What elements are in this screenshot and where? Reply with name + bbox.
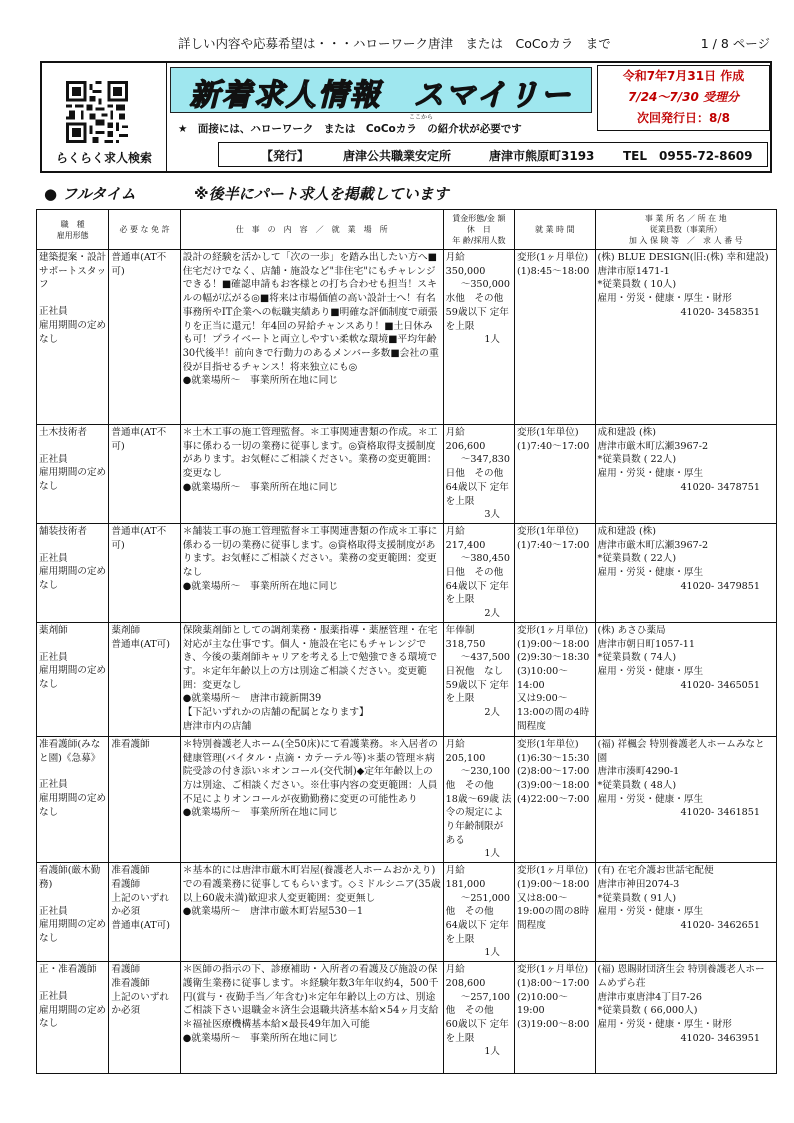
job-number: 41020- 3461851 [680,807,760,819]
holiday-age: 64歳以下 定年を上限 [445,580,509,606]
holiday-age: 日他 その他 [445,468,504,480]
job-title: 建築提案・設計サポートスタッフ [39,252,107,291]
job-title: 准看護師(みなと園)《急募》 [39,738,101,764]
header-job: 職 種 雇用形態 [37,210,109,250]
work-hours: (4)22:00～7:00 [517,793,590,805]
work-hours: (1)7:40～17:00 [517,539,590,551]
header-business: 事 業 所 名 ／ 所 在 地 従業員数（事業所） 加 入 保 険 等 ／ 求 人 番 号 [595,210,776,250]
description-cell [180,523,443,622]
business-info: 唐津市東唐津4丁目7-26 [597,991,702,1003]
publisher-address: 唐津市熊原町3193 [489,149,595,163]
employment-type: 正社員 [39,306,68,318]
employment-type: 正社員 [39,552,68,564]
holiday-age: 他 その他 [445,779,494,791]
job-title-cell [37,523,109,622]
employment-type: 雇用期間の定めなし [39,665,107,690]
job-description: ＊基本的には唐津市厳木町岩屋(養護老人ホームおかえり)での看護業務に従事してもらいます。◇ミドルシニア(35歳以上60歳未満)歓迎求人変更範囲：変更無し [182,865,441,904]
publisher-label: 【発行】 [261,149,310,163]
work-hours: 変形(1ヶ月単位) [517,252,589,263]
qr-area [42,63,167,171]
header-pay: 賃金形態/金 額 休 日 年 齢/採用人数 [443,210,514,250]
employment-type: 雇用期間の定めなし [39,467,107,493]
next-issue-date: 次回発行日：8/8 [636,111,731,125]
work-hours: (2)8:00～17:00 [517,766,590,778]
hire-count: 1人 [484,334,501,346]
job-description: ＊特別養護老人ホーム(全50床)にて看護業務。＊入居者の健康管理(バイタル・点滴・カテーテル等)＊薬の管理＊病院受診の付き添い＊オンコール(交代制)◆定年年齢以上の方は別途、ご相談ください。※仕事内容の変更範囲：人員不足によりオンコールが夜勤勤務に変更の可能性あり [182,738,438,805]
business-info: (株) あさひ薬局 [597,624,666,636]
employment-type: 雇用期間の定めなし [39,919,107,944]
business-info: *従業員数 ( 91人) [597,892,677,904]
hire-count: 2人 [484,707,501,719]
pay-type: 月給 [445,252,465,263]
pay-cell [443,622,514,736]
hire-count: 3人 [484,509,501,521]
job-title-cell [37,250,109,425]
business-info: *従業員数 ( 48人) [597,779,677,791]
hire-count: 1人 [484,1046,501,1058]
section-note: ※後半にパート求人を掲載しています [194,185,449,203]
pay-min: 217,400 [445,539,486,551]
business-info: *従業員数 ( 22人) [597,454,677,466]
job-number: 41020- 3463951 [680,1032,760,1044]
qr-label: らくらく求人検索 [55,151,152,165]
job-description: ●就業場所～ 唐津市厳木町岩屋530－1 [182,906,364,918]
business-cell [595,425,776,524]
work-hours: (2)9:30～18:30 [517,652,590,664]
job-title-cell [37,425,109,524]
holiday-age: 64歳以下 定年を上限 [445,919,509,945]
hours-cell [515,962,596,1074]
license-cell [109,250,180,425]
job-description: ●就業場所～ 事業所所在地に同じ [182,481,339,493]
holiday-age: 18歳～69歳 法令の規定により年齢制限がある [445,793,512,846]
business-info: 雇用・労災・健康・厚生 [597,567,704,579]
header-hours: 就 業 時 間 [515,210,596,250]
description-cell [180,962,443,1074]
required-license: 普通車(AT可) [111,638,171,650]
work-hours: 変形(1ヶ月単位) [517,964,589,976]
business-info: 雇用・労災・健康・厚生 [597,793,704,805]
date-created: 令和7年7月31日 作成 [622,69,745,83]
employment-type: 雇用期間の定めなし [39,319,107,345]
table-row[interactable] [37,523,777,622]
job-number: 41020- 3462651 [680,919,760,931]
job-table [36,209,777,1074]
business-info: 唐津市神田2074-3 [597,878,680,890]
license-cell [109,736,180,862]
description-cell [180,250,443,425]
job-title: 正・准看護師 [39,964,97,976]
pay-max: ～257,100 [460,991,511,1003]
job-number: 41020- 3458351 [680,306,760,318]
work-hours: 変形(1ヶ月単位) [517,624,589,636]
business-cell [595,736,776,862]
business-cell [595,962,776,1074]
hours-cell [515,425,596,524]
employment-type: 正社員 [39,905,68,917]
work-hours: 又は8:00～19:00の間の8時間程度 [517,892,590,931]
date-box [597,65,770,131]
pay-type: 月給 [445,525,465,537]
top-line [0,34,794,52]
required-license: 准看護師 [111,738,150,750]
section-heading [44,183,449,204]
job-title-cell [37,962,109,1074]
business-info: *従業員数 ( 74人) [597,652,677,664]
job-description: 設計の経験を活かして「次の一歩」を踏み出したい方へ■住宅だけでなく、店舗・施設など"非住宅"にもチャレンジできる！■確認申請もお客様との打ち合わせも担当！スキルの幅が広がる◎■将来は市場価値の高い設計士へ！有名事務所やIT企業への転職実績あり■明確な評価制度で頑張りを正当に還元！年4回の昇給チャンスあり！■土日休みも可！プライベートと両立しやすい柔軟な環境■平均年齢30代後半！前向きで行動力のあるメンバー多数■会社の重役が目指せるチャンス！将来独立にも◎ [182,252,439,373]
business-info: *従業員数 ( 22人) [597,553,677,565]
business-cell [595,863,776,962]
pay-min: 181,000 [445,878,486,890]
publisher-phone: TEL 0955-72-8609 [623,149,753,163]
qr-code-icon[interactable] [66,81,128,143]
pay-cell [443,863,514,962]
job-description: ＊医師の指示の下、診療補助・入所者の看護及び施設の保護衛生業務に従事します。＊経験年数3年年収約4，500千円(賞与・夜勤手当／年含む)＊定年年齢以上の方は、別途ご相談下さい退職金＊済生会退職共済基本給×54ヶ月支給＊福祉医療機構基本給×最長49年加入可能 [182,964,439,1030]
work-hours: (1)9:00～18:00 [517,878,590,890]
job-description: 唐津市内の店舗 [182,720,252,732]
hours-cell [515,863,596,962]
employment-type: 雇用期間の定めなし [39,1004,107,1030]
business-info: 唐津市朝日町1057-11 [597,638,695,650]
business-info: (福) 祥楓会 特別養護老人ホームみなと園 [597,738,765,764]
pay-cell [443,425,514,524]
pay-type: 月給 [445,964,465,976]
pay-min: 206,600 [445,440,486,452]
required-license: 普通車(AT不可) [111,252,167,277]
required-license: 上記のいずれか必須 [111,991,169,1017]
job-description: ＊舗装工事の施工管理監督＊工事関連書類の作成＊工事に係わる一切の業務に従事します。◎資格取得支援制度があります。お気軽にご相談ください。業務の変更範囲：変更なし [182,525,438,579]
holiday-age: 64歳以下 定年を上限 [445,481,509,507]
hours-cell [515,736,596,862]
description-cell [180,736,443,862]
employment-type: 雇用期間の定めなし [39,792,107,818]
business-cell [595,250,776,425]
acceptance-period: 7/24～7/30 受理分 [627,90,740,104]
job-title: 舗装技術者 [39,525,87,537]
job-title: 薬剤師 [39,624,68,636]
interview-notice: ★ 面接には、ハローワーク または CoCoカラ の紹介状が必要です [178,123,522,135]
pay-type: 月給 [445,427,465,438]
license-cell [109,863,180,962]
hire-count: 1人 [484,947,501,959]
business-cell [595,523,776,622]
required-license: 普通車(AT可) [111,919,171,931]
pay-min: 205,100 [445,752,486,764]
table-row[interactable] [37,962,777,1074]
header-license: 必 要 な 免 許 [109,210,180,250]
table-row[interactable] [37,736,777,862]
business-info: (福) 恩賜財団済生会 特別養護老人ホームめずら荘 [597,964,765,989]
work-hours: 又は9:00～13:00の間の4時間程度 [517,693,590,732]
pay-max: ～230,100 [460,766,511,778]
hire-count: 1人 [484,848,501,860]
newsletter-title: 新着求人情報 スマイリー [189,78,573,113]
job-description: ●就業場所～ 事業所所在地に同じ [182,807,339,819]
pay-min: 350,000 [445,265,486,277]
table-row[interactable] [37,425,777,524]
holiday-age: 日他 その他 [445,567,504,579]
pay-max: ～437,500 [460,652,511,664]
pay-max: ～251,000 [460,892,511,904]
job-title-cell [37,736,109,862]
job-description: ＊土木工事の施工管理監督。＊工事関連書類の作成。＊工事に係わる一切の業務に従事します。◎資格取得支援制度があります。お気軽にご相談ください。業務の変更範囲：変更なし [182,427,438,480]
job-title-cell [37,863,109,962]
job-description: 【下記いずれかの店舗の配属となります】 [182,707,369,719]
business-info: 雇用・労災・健康・厚生 [597,906,704,918]
work-hours: 変形(1年単位) [517,525,579,537]
job-description: ●就業場所～ 事業所所在地に同じ [182,580,339,592]
table-row[interactable] [37,622,777,736]
pay-type: 月給 [445,865,465,877]
pay-type: 年俸制 [445,624,475,636]
header-description: 仕 事 の 内 容 ／ 就 業 場 所 [180,210,443,250]
pay-max: ～347,830 [460,454,511,466]
business-info: 雇用・労災・健康・厚生・財形 [597,1018,732,1030]
business-info: 雇用・労災・健康・厚生 [597,665,704,677]
section-title: ● フルタイム [44,185,136,203]
work-hours: 変形(1年単位) [517,738,579,750]
hours-cell [515,622,596,736]
title-ruby: ここから [409,114,434,121]
business-info: 唐津市原1471-1 [597,265,670,277]
holiday-age: 他 その他 [445,906,494,918]
job-description: 保険薬剤師としての調剤業務・服薬指導・薬歴管理・在宅対応が主な仕事です。個人・施設在宅にもチャレンジでき、今後の薬剤師キャリアを考える上で勉強できる環境です。＊定年年齢以上の方は別途ご相談ください。変更範囲：変更なし [182,624,438,691]
job-number: 41020- 3479851 [680,580,760,592]
required-license: 看護師 [111,878,141,890]
hire-count: 2人 [484,608,501,620]
holiday-age: 水他 その他 [445,293,504,305]
job-description: ●就業場所～ 事業所所在地に同じ [182,1032,339,1044]
pay-cell [443,736,514,862]
business-info: 唐津市湊町4290-1 [597,766,680,778]
pay-max: ～350,000 [460,279,511,291]
work-hours: 変形(1ヶ月単位) [517,865,589,877]
business-info: 雇用・労災・健康・厚生・財形 [597,293,732,305]
work-hours: (3)10:00～14:00 [517,665,568,691]
table-row[interactable] [37,863,777,962]
hours-cell [515,250,596,425]
work-hours: (3)9:00～18:00 [517,779,590,791]
license-cell [109,425,180,524]
required-license: 上記のいずれか必須 [111,892,169,918]
description-cell [180,622,443,736]
business-info: 唐津市厳木町広瀬3967-2 [597,440,709,452]
license-cell [109,523,180,622]
job-number: 41020- 3465051 [680,679,760,691]
page-indicator: 1 / 8 ページ [700,36,770,51]
required-license: 准看護師 [111,865,150,877]
holiday-age: 日祝他 なし [445,665,504,677]
work-hours: (1)8:00～17:00 [517,977,590,989]
required-license: 普通車(AT不可) [111,525,167,551]
employment-type: 正社員 [39,453,68,465]
job-title: 看護師(厳木勤務) [39,865,101,890]
job-title: 土木技術者 [39,427,87,438]
required-license: 普通車(AT不可) [111,427,167,452]
work-hours: 変形(1年単位) [517,427,579,438]
pay-min: 318,750 [445,638,486,650]
employment-type: 正社員 [39,990,68,1002]
license-cell [109,962,180,1074]
required-license: 看護師 [111,964,141,976]
pay-type: 月給 [445,738,465,750]
publisher-bar [218,142,768,167]
hours-cell [515,523,596,622]
license-cell [109,622,180,736]
business-info: (有) 在宅介護お世話宅配便 [597,865,714,877]
business-info: 唐津市厳木町広瀬3967-2 [597,539,709,551]
holiday-age: 他 その他 [445,1005,494,1017]
pay-cell [443,962,514,1074]
work-hours: (1)7:40～17:00 [517,440,590,452]
required-license: 准看護師 [111,977,150,989]
description-cell [180,425,443,524]
contact-message: 詳しい内容や応募希望は・・・ハローワーク唐津 または CoCoカラ まで [178,36,611,51]
business-info: *従業員数 ( 10人) [597,279,677,291]
business-cell [595,622,776,736]
employment-type: 正社員 [39,651,68,663]
pay-min: 208,600 [445,977,486,989]
holiday-age: 59歳以下 定年を上限 [445,306,509,332]
work-hours: (3)19:00～8:00 [517,1018,590,1030]
pay-cell [443,523,514,622]
employment-type: 正社員 [39,779,68,791]
business-info: 成和建設 (株) [597,525,657,537]
work-hours: (1)6:30～15:30 [517,752,590,764]
table-row[interactable] [37,250,777,425]
job-description: ●就業場所～ 事業所所在地に同じ [182,375,339,387]
description-cell [180,863,443,962]
work-hours: (2)10:00～19:00 [517,991,568,1017]
business-info: (株) BLUE DESIGN(旧:(株) 幸和建設) [597,252,769,263]
business-info: *従業員数 ( 66,000人) [597,1005,698,1017]
pay-max: ～380,450 [460,553,511,565]
holiday-age: 60歳以下 定年を上限 [445,1018,509,1044]
work-hours: (1)9:00～18:00 [517,638,590,650]
required-license: 薬剤師 [111,624,141,636]
job-number: 41020- 3478751 [680,481,760,493]
business-info: 成和建設 (株) [597,427,657,438]
job-description: ●就業場所～ 唐津市鏡新開39 [182,693,322,705]
publisher-office: 唐津公共職業安定所 [343,149,452,163]
pay-cell [443,250,514,425]
job-title-cell [37,622,109,736]
table-header [37,210,777,250]
business-info: 雇用・労災・健康・厚生 [597,468,704,480]
title-banner [170,67,592,113]
holiday-age: 59歳以下 定年を上限 [445,679,509,705]
header-box [40,61,772,173]
work-hours: (1)8:45～18:00 [517,265,590,277]
employment-type: 雇用期間の定めなし [39,566,107,592]
